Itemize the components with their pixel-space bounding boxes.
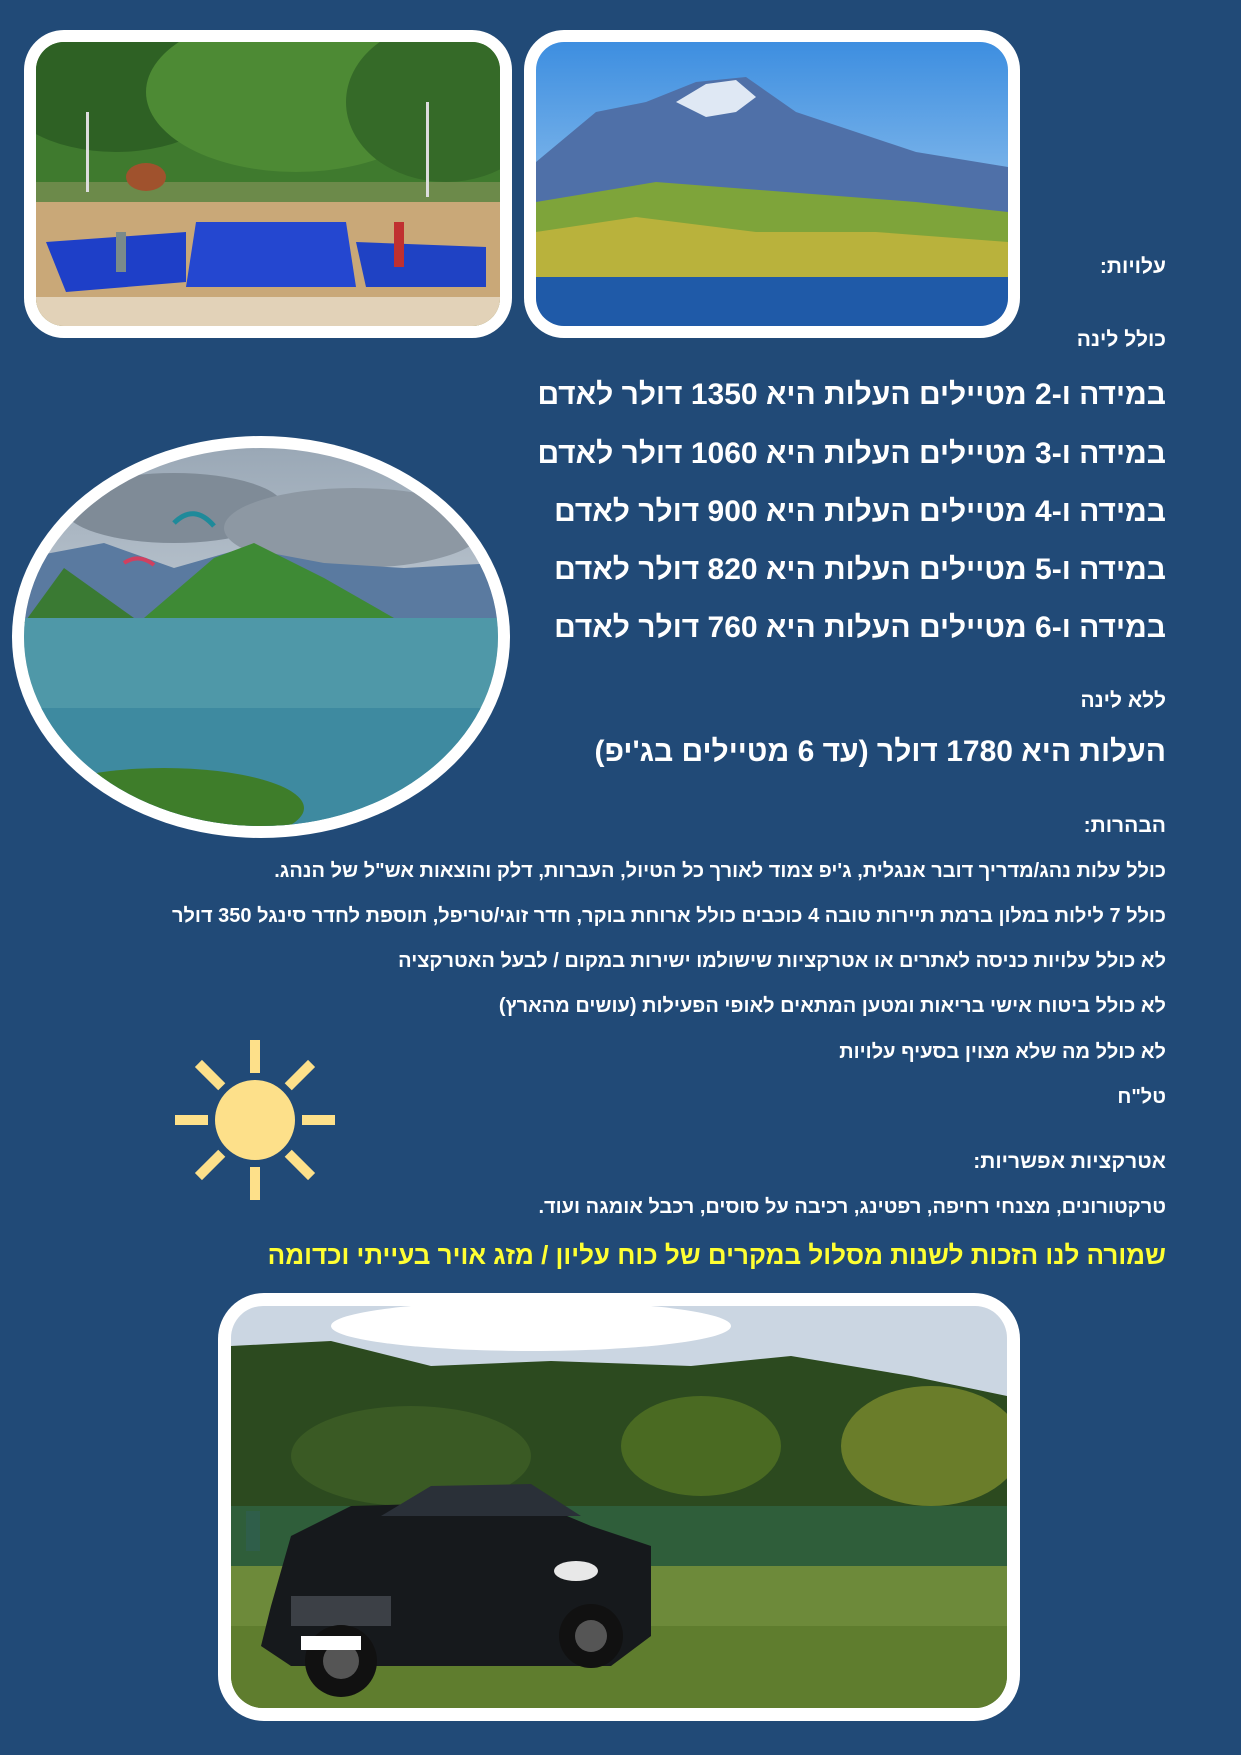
- jeep-photo: [218, 1293, 1020, 1721]
- price-line-3: במידה ו-3 מטיילים העלות היא 1060 דולר לאדם: [537, 437, 1166, 470]
- notes-heading: הבהרות:: [1083, 814, 1166, 837]
- lake-photo: [12, 436, 510, 838]
- without-lodging-heading: ללא לינה: [1080, 689, 1166, 712]
- attractions-text: טרקטורונים, מצנחי רחיפה, רפטינג, רכיבה על סוסים, רכבל אומגה ועוד.: [538, 1196, 1166, 1218]
- note-item: לא כולל עלויות כניסה לאתרים או אטרקציות שישולמו ישירות במקום / לבעל האטרקציה: [398, 950, 1166, 972]
- price-line-5: במידה ו-5 מטיילים העלות היא 820 דולר לאדם: [554, 553, 1166, 586]
- route-change-warning: שמורה לנו הזכות לשנות מסלול במקרים של כוח עליון / מזג אויר בעייתי וכדומה: [267, 1240, 1166, 1270]
- note-item: כולל עלות נהג/מדריך דובר אנגלית, ג'יפ צמוד לאורך כל הטיול, העברות, דלק והוצאות אש"ל של הנהג.: [274, 860, 1166, 882]
- price-line-4: במידה ו-4 מטיילים העלות היא 900 דולר לאדם: [554, 495, 1166, 528]
- note-item: לא כולל ביטוח אישי בריאות ומטען המתאים לאופי הפעילות (עושים מהארץ): [498, 995, 1166, 1017]
- note-item: לא כולל מה שלא מצוין בסעיף עלויות: [839, 1041, 1166, 1063]
- with-lodging-heading: כולל לינה: [1076, 328, 1166, 351]
- note-item: כולל 7 לילות במלון ברמת תיירות טובה 4 כוכבים כולל ארוחת בוקר, חדר זוגי/טריפל, תוספת לחדר סינגל 350 דולר: [171, 905, 1166, 927]
- price-line-6: במידה ו-6 מטיילים העלות היא 760 דולר לאדם: [554, 611, 1166, 644]
- costs-heading: עלויות:: [1099, 255, 1166, 278]
- pool-photo: [24, 30, 512, 338]
- note-item: טל"ח: [1117, 1086, 1166, 1108]
- sun-icon: [170, 1035, 340, 1205]
- attractions-heading: אטרקציות אפשריות:: [973, 1150, 1166, 1173]
- price-line-2: במידה ו-2 מטיילים העלות היא 1350 דולר לאדם: [537, 378, 1166, 411]
- mountain-photo: [524, 30, 1020, 338]
- without-lodging-price: העלות היא 1780 דולר (עד 6 מטיילים בג'יפ): [594, 735, 1166, 768]
